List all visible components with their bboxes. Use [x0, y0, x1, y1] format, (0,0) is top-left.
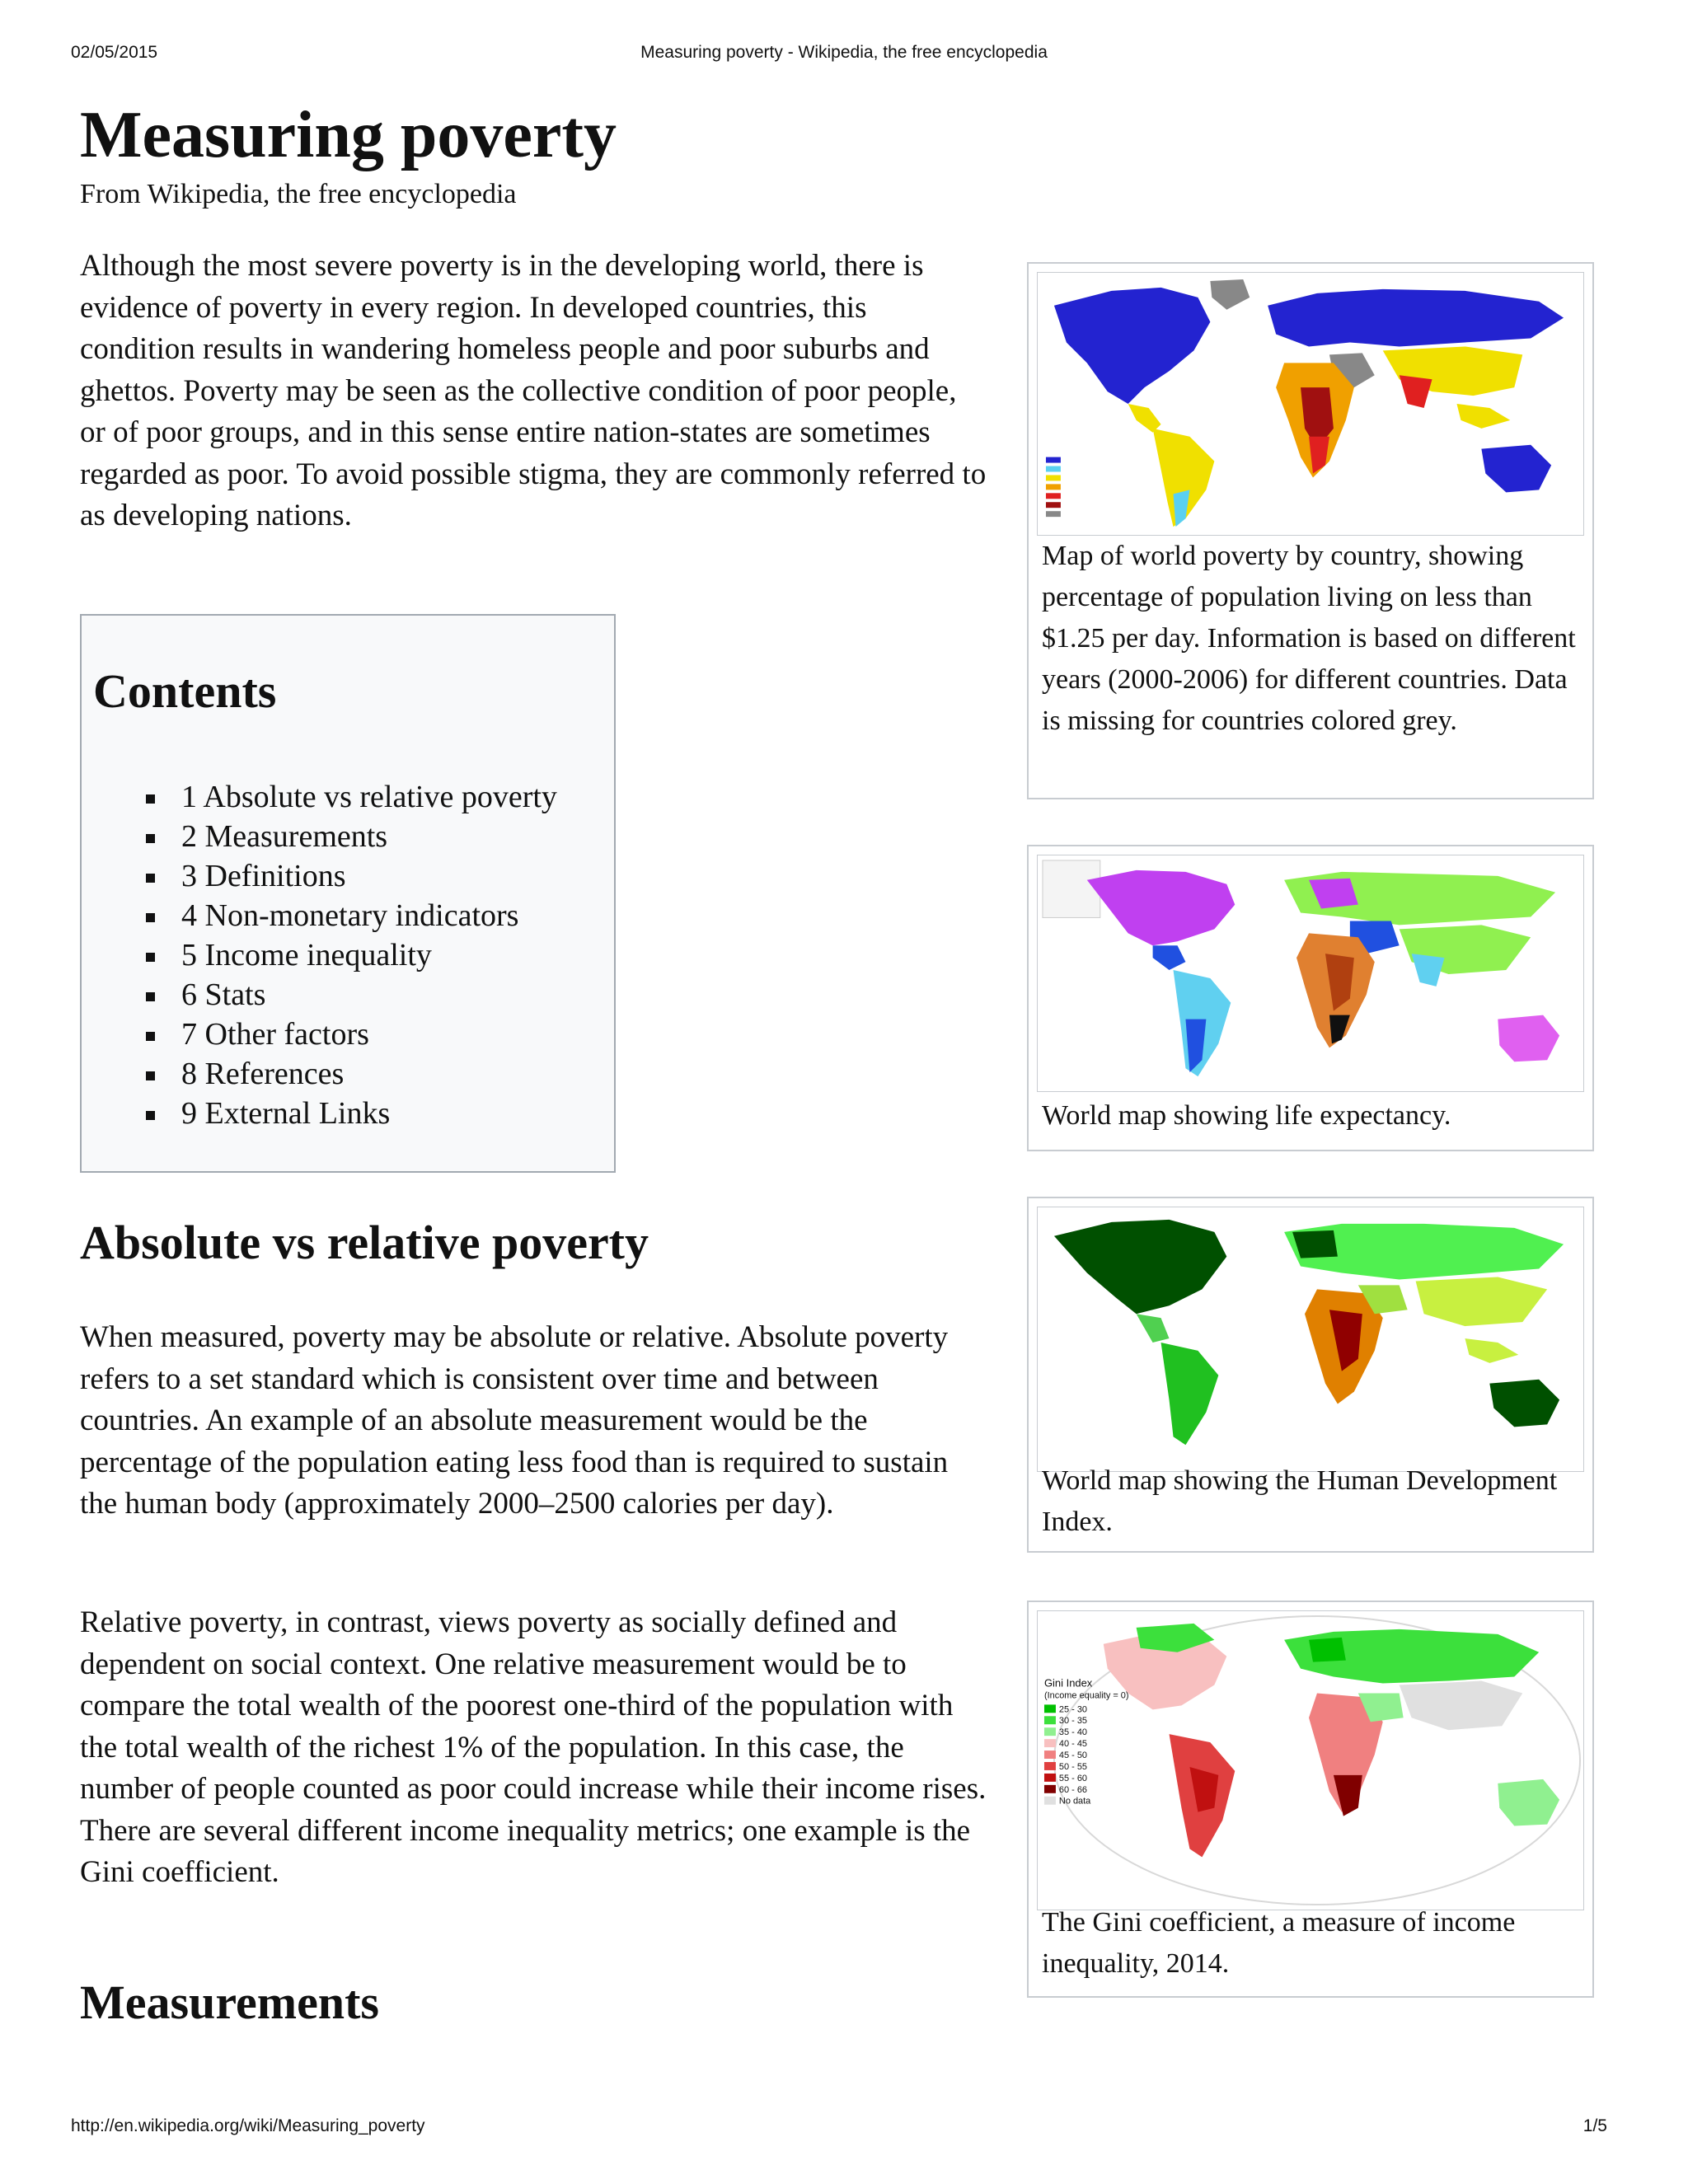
- print-date: 02/05/2015: [71, 43, 158, 62]
- toc-item-definitions[interactable]: 3 Definitions: [146, 856, 557, 896]
- table-of-contents: [80, 614, 616, 1173]
- world-poverty-map-icon[interactable]: [1037, 272, 1584, 536]
- relative-poverty-paragraph: Relative poverty, in contrast, views poverty as socially defined and dependent on social context. One relative measurement would be to compare the total wealth of the poorest one-third of the population with the total wealth of the richest 1% of the population. In this case, the number of people counted as poor could increase while their income rises. There are several different income inequality metrics; one example is the Gini coefficient.: [80, 1605, 987, 1889]
- toc-title: Contents: [93, 664, 277, 718]
- hdi-map-icon[interactable]: [1037, 1207, 1584, 1472]
- section-heading-measurements: Measurements: [80, 1975, 379, 2029]
- figure-caption-life-expectancy: World map showing life expectancy.: [1042, 1100, 1451, 1131]
- absolute-poverty-paragraph: When measured, poverty may be absolute or relative. Absolute poverty refers to a set standard which is consistent over time and between countries. An example of an absolute measurement would be the percentage of the population eating less food than is required to sustain the human body (approximately 2000–2500 calories per day).: [80, 1320, 949, 1521]
- toc-item-stats[interactable]: 6 Stats: [146, 975, 557, 1015]
- toc-item-external-links[interactable]: 9 External Links: [146, 1094, 557, 1133]
- section-heading-absolute-vs-relative: Absolute vs relative poverty: [80, 1216, 649, 1269]
- print-page-number: 1/5: [1582, 2116, 1607, 2135]
- figure-caption-gini: The Gini coefficient, a measure of income inequality, 2014.: [1042, 1907, 1516, 1979]
- gini-legend-label: 50 - 55: [1058, 1761, 1088, 1772]
- gini-legend-subtitle: (Income equality = 0): [1043, 1690, 1129, 1701]
- toc-list: [146, 777, 557, 1133]
- gini-legend-label: 40 - 45: [1058, 1739, 1088, 1750]
- gini-legend-label: 25 - 30: [1058, 1704, 1088, 1715]
- gini-legend-label: 45 - 50: [1058, 1750, 1088, 1761]
- figure-caption-world-poverty: Map of world poverty by country, showing percentage of population living on less than $1.25 per day. Information is based on different years (2000-2006) for different countries. Data is missing for countries colored grey.: [1042, 541, 1576, 736]
- page-title: Measuring poverty: [80, 99, 617, 171]
- site-tagline: From Wikipedia, the free encyclopedia: [80, 179, 517, 209]
- toc-item-income-inequality[interactable]: 5 Income inequality: [146, 935, 557, 975]
- print-title: Measuring poverty - Wikipedia, the free encyclopedia: [640, 43, 1048, 62]
- toc-item-references[interactable]: 8 References: [146, 1054, 557, 1094]
- gini-legend: [1044, 1704, 1091, 1806]
- gini-legend-label: 60 - 66: [1058, 1784, 1088, 1795]
- article: [80, 97, 987, 2029]
- life-expectancy-map-icon[interactable]: [1037, 855, 1584, 1092]
- gini-legend-label: No data: [1058, 1796, 1091, 1807]
- toc-item-absolute-vs-relative[interactable]: 1 Absolute vs relative poverty: [146, 777, 557, 817]
- figure-world-poverty: [1027, 262, 1594, 799]
- figure-gini: [1027, 1601, 1594, 1998]
- gini-legend-label: 35 - 40: [1058, 1727, 1088, 1738]
- gini-legend-title: Gini Index: [1043, 1676, 1093, 1690]
- figure-life-expectancy: [1027, 845, 1594, 1151]
- print-url[interactable]: http://en.wikipedia.org/wiki/Measuring_poverty: [71, 2116, 425, 2135]
- toc-item-measurements[interactable]: 2 Measurements: [146, 817, 557, 856]
- gini-legend-label: 30 - 35: [1058, 1716, 1088, 1727]
- figure-caption-hdi: World map showing the Human Development Index.: [1042, 1465, 1558, 1537]
- toc-item-non-monetary-indicators[interactable]: 4 Non-monetary indicators: [146, 896, 557, 935]
- toc-item-other-factors[interactable]: 7 Other factors: [146, 1015, 557, 1054]
- gini-legend-label: 55 - 60: [1058, 1773, 1088, 1783]
- figure-hdi: [1027, 1197, 1594, 1553]
- gini-map-icon[interactable]: [1037, 1610, 1584, 1910]
- intro-paragraph: Although the most severe poverty is in the developing world, there is evidence of poverty in every region. In developed countries, this condition results in wandering homeless people and poor suburbs and ghettos. Poverty may be seen as the collective condition of poor people, or of poor groups, and in this sense entire nation-states are sometimes regarded as poor. To avoid possible stigma, they are commonly referred to as developing nations.: [80, 249, 987, 532]
